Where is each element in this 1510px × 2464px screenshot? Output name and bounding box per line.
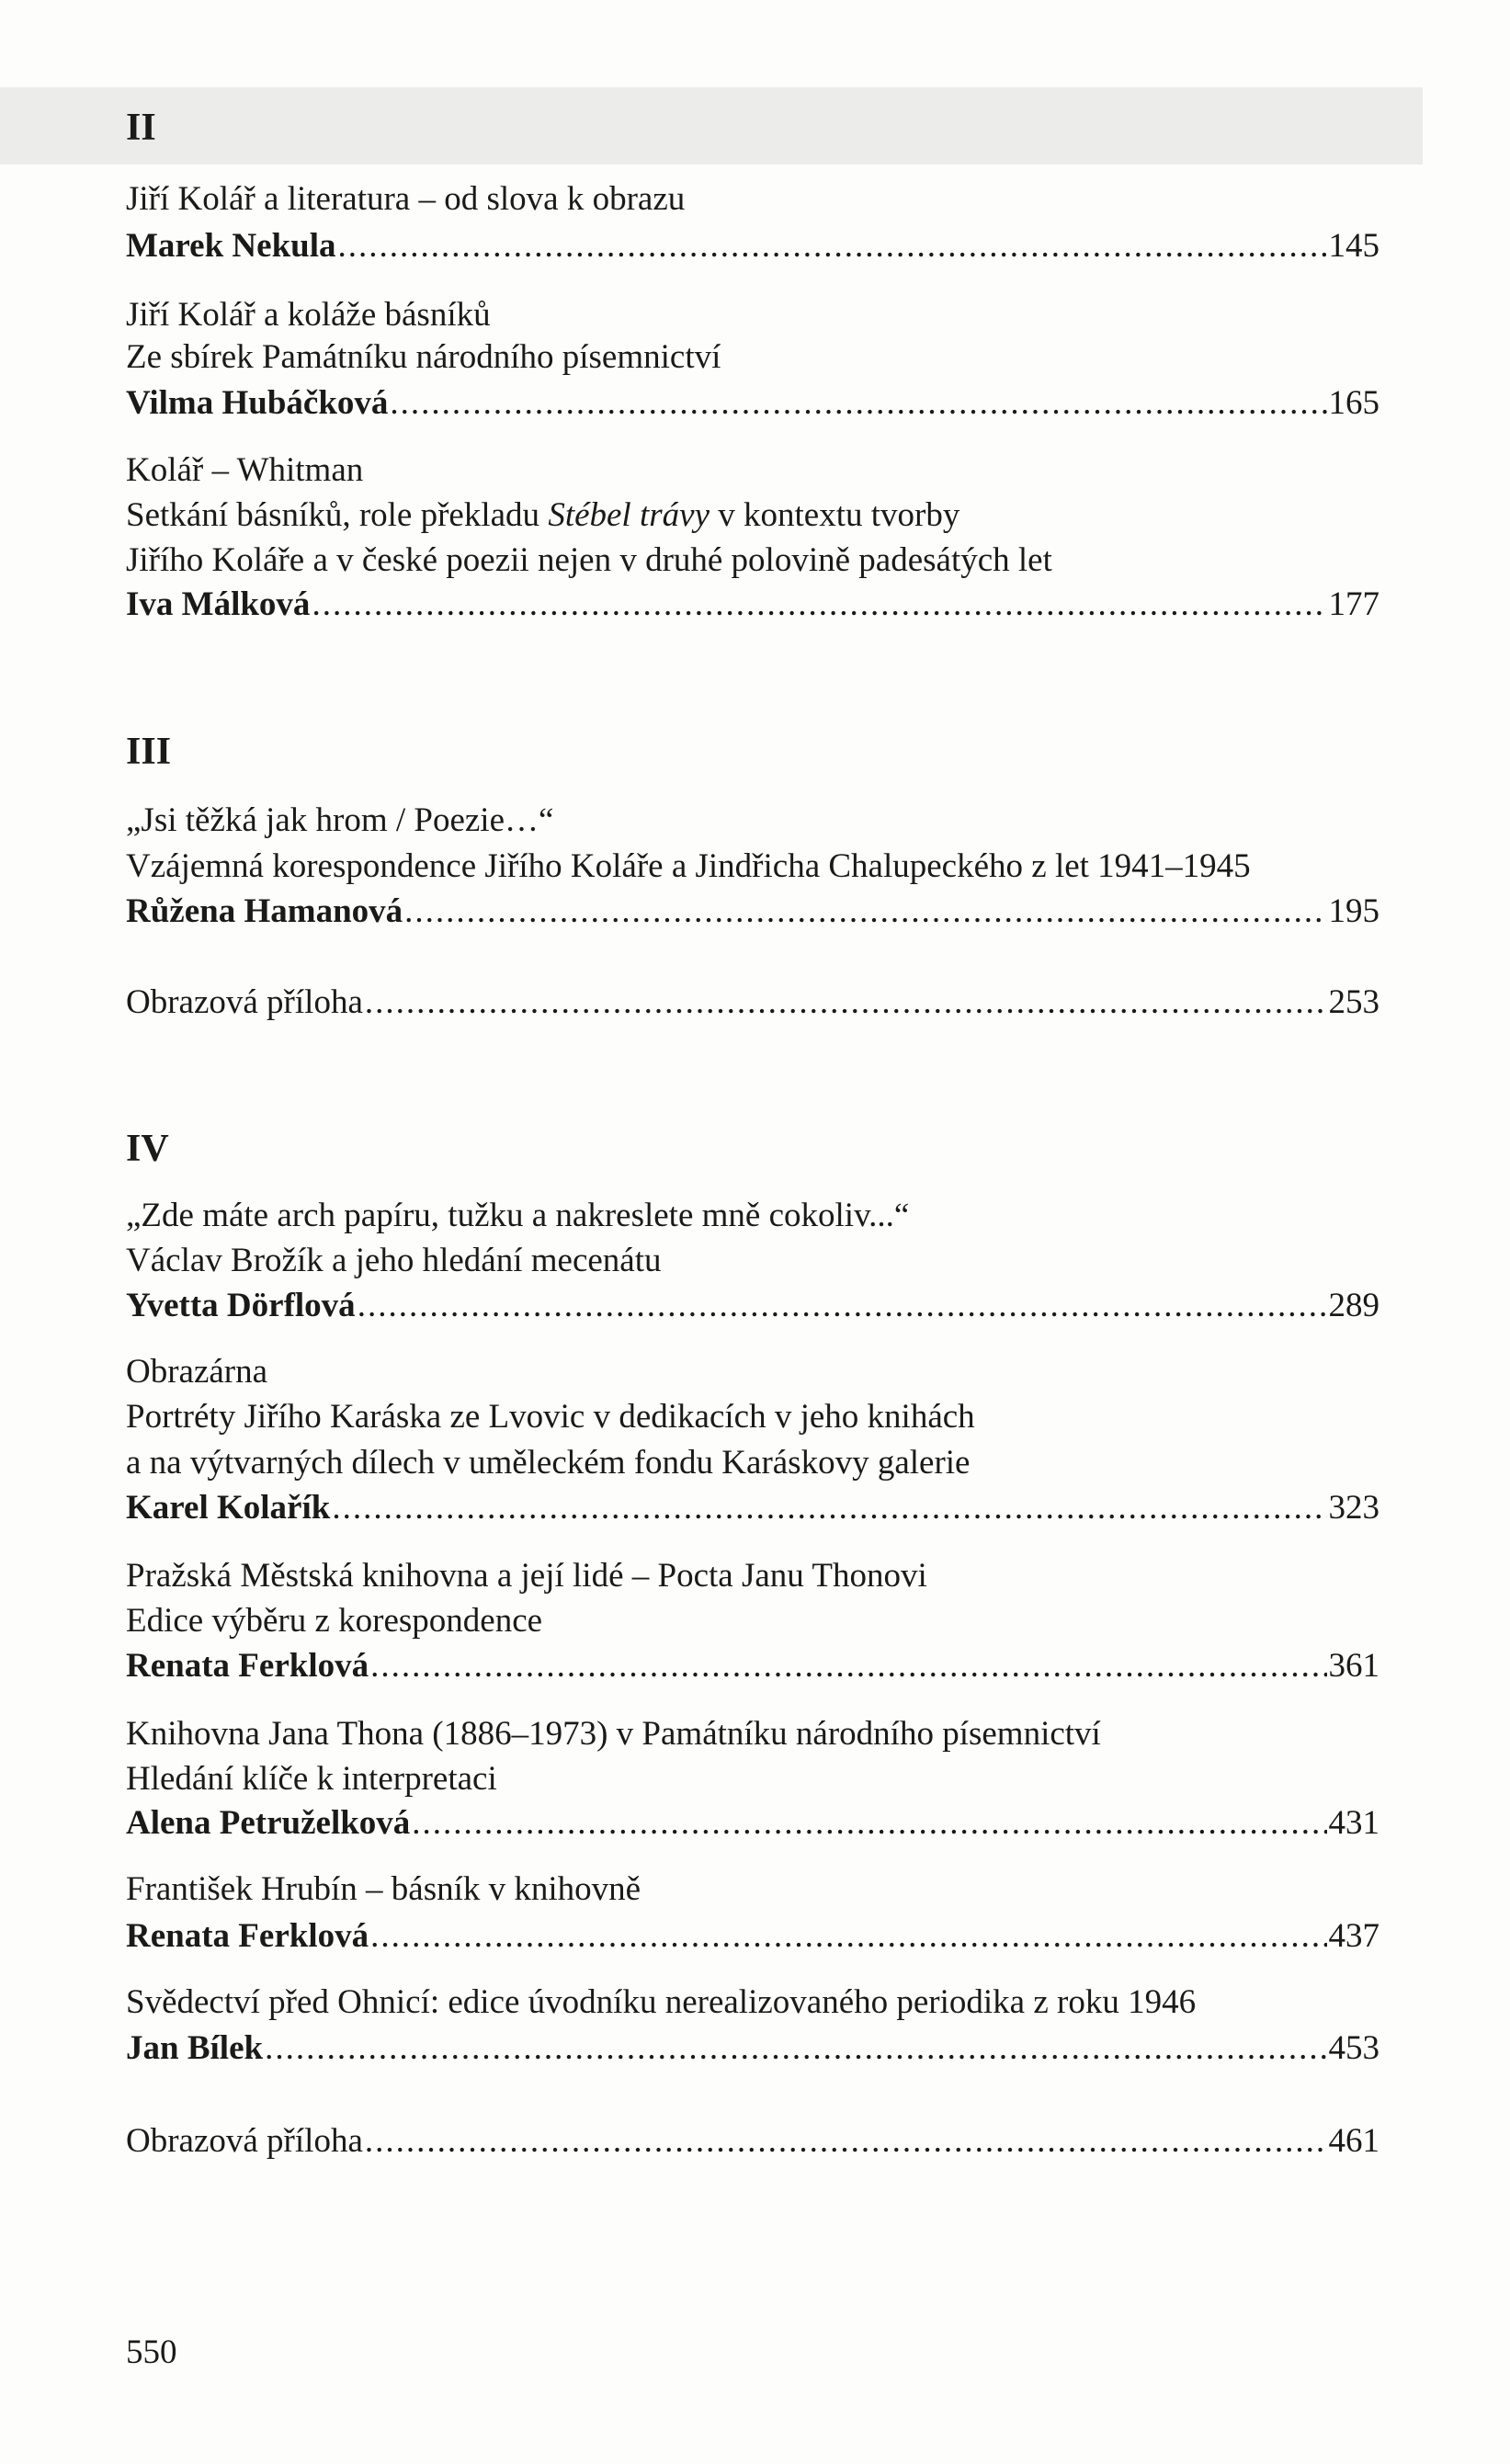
page-number: 437: [1328, 1917, 1379, 1955]
page-number: 195: [1328, 892, 1379, 930]
author-name: Růžena Hamanová: [126, 892, 403, 930]
dot-leader: [412, 1800, 1326, 1846]
page-number: 145: [1328, 227, 1379, 265]
entry-author-row[interactable]: [126, 1485, 1379, 1531]
page-number: 461: [1328, 2122, 1379, 2160]
author-name: Jan Bílek: [126, 2029, 264, 2067]
entry-author-row[interactable]: [126, 1913, 1379, 1959]
dot-leader: [390, 380, 1326, 426]
entry-title-line: „Jsi těžká jak hrom / Poezie…“: [126, 801, 554, 839]
italic-work-title: Stébel trávy: [548, 496, 710, 534]
appendix-title: Obrazová příloha: [126, 2122, 363, 2160]
entry-subtitle-line: Jiřího Koláře a v české poezii nejen v druhé polovině padesátých let: [126, 541, 1052, 579]
section-heading-iv: IV: [126, 1128, 169, 1170]
dot-leader: [370, 1643, 1326, 1689]
page-number: 165: [1328, 384, 1379, 422]
page-number: 289: [1328, 1287, 1379, 1324]
author-name: Renata Ferklová: [126, 1917, 369, 1955]
page-number: 253: [1328, 983, 1379, 1021]
entry-subtitle-line: [126, 493, 1379, 539]
entry-author-row[interactable]: [126, 1643, 1379, 1689]
dot-leader: [370, 1913, 1326, 1959]
page-number: 453: [1328, 2029, 1379, 2067]
author-name: Alena Petruželková: [126, 1804, 411, 1842]
dot-leader: [365, 2118, 1327, 2164]
entry-title-line: Kolář – Whitman: [126, 451, 364, 489]
dot-leader: [404, 889, 1326, 935]
author-name: Renata Ferklová: [126, 1647, 369, 1685]
author-name: Marek Nekula: [126, 227, 336, 265]
entry-subtitle-line: Vzájemná korespondence Jiřího Koláře a Jindřicha Chalupeckého z let 1941–1945: [126, 847, 1251, 885]
section-heading-iii: III: [126, 731, 172, 773]
entry-author-row[interactable]: [126, 582, 1379, 628]
page-number: 431: [1328, 1804, 1379, 1842]
entry-author-row[interactable]: [126, 1283, 1379, 1329]
entry-title-line: Pražská Městská knihovna a její lidé – Pocta Janu Thonovi: [126, 1557, 927, 1595]
dot-leader: [332, 1485, 1326, 1531]
author-name: Yvetta Dörflová: [126, 1287, 356, 1324]
picture-appendix-row[interactable]: [126, 2118, 1379, 2164]
entry-subtitle-line: Portréty Jiřího Karáska ze Lvovic v dedikacích v jeho knihách: [126, 1398, 975, 1436]
entry-author-row[interactable]: [126, 1800, 1379, 1846]
subtitle-text-post: v kontextu tvorby: [710, 496, 960, 534]
entry-subtitle-line: Václav Brožík a jeho hledání mecenátu: [126, 1242, 662, 1279]
author-name: Karel Kolařík: [126, 1489, 331, 1527]
subtitle-text-pre: Setkání básníků, role překladu: [126, 496, 549, 534]
page-number: 361: [1328, 1647, 1379, 1685]
entry-author-row[interactable]: [126, 2026, 1379, 2072]
page-number: 323: [1328, 1489, 1379, 1527]
entry-title-line: Jiří Kolář a koláže básníků: [126, 296, 491, 334]
entry-subtitle-line: a na výtvarných dílech v uměleckém fondu Karáskovy galerie: [126, 1444, 971, 1482]
dot-leader: [365, 980, 1327, 1026]
entry-title-line: Knihovna Jana Thona (1886–1973) v Památníku národního písemnictví: [126, 1715, 1101, 1753]
dot-leader: [338, 223, 1327, 269]
entry-title-line: „Zde máte arch papíru, tužku a nakreslete mně cokoliv...“: [126, 1197, 910, 1234]
entry-title-line: Jiří Kolář a literatura – od slova k obrazu: [126, 180, 686, 218]
entry-title-line: František Hrubín – básník v knihovně: [126, 1870, 641, 1908]
dot-leader: [358, 1283, 1327, 1329]
entry-author-row[interactable]: [126, 380, 1379, 426]
toc-page: [126, 0, 1379, 2464]
appendix-title: Obrazová příloha: [126, 983, 363, 1021]
entry-subtitle-line: Hledání klíče k interpretaci: [126, 1760, 497, 1798]
author-name: Vilma Hubáčková: [126, 384, 389, 422]
entry-title-line: Svědectví před Ohnicí: edice úvodníku nerealizovaného periodika z roku 1946: [126, 1983, 1197, 2021]
page-number: 177: [1328, 585, 1379, 623]
author-name: Iva Málková: [126, 585, 311, 623]
section-heading-ii: II: [126, 107, 156, 149]
dot-leader: [312, 582, 1326, 628]
entry-author-row[interactable]: [126, 889, 1379, 935]
entry-title-line: Obrazárna: [126, 1353, 268, 1391]
entry-subtitle-line: Edice výběru z korespondence: [126, 1602, 543, 1640]
picture-appendix-row[interactable]: [126, 980, 1379, 1026]
page-folio-number: 550: [126, 2333, 177, 2371]
entry-author-row[interactable]: [126, 223, 1379, 269]
entry-subtitle-line: Ze sbírek Památníku národního písemnictví: [126, 338, 721, 376]
dot-leader: [265, 2026, 1326, 2072]
